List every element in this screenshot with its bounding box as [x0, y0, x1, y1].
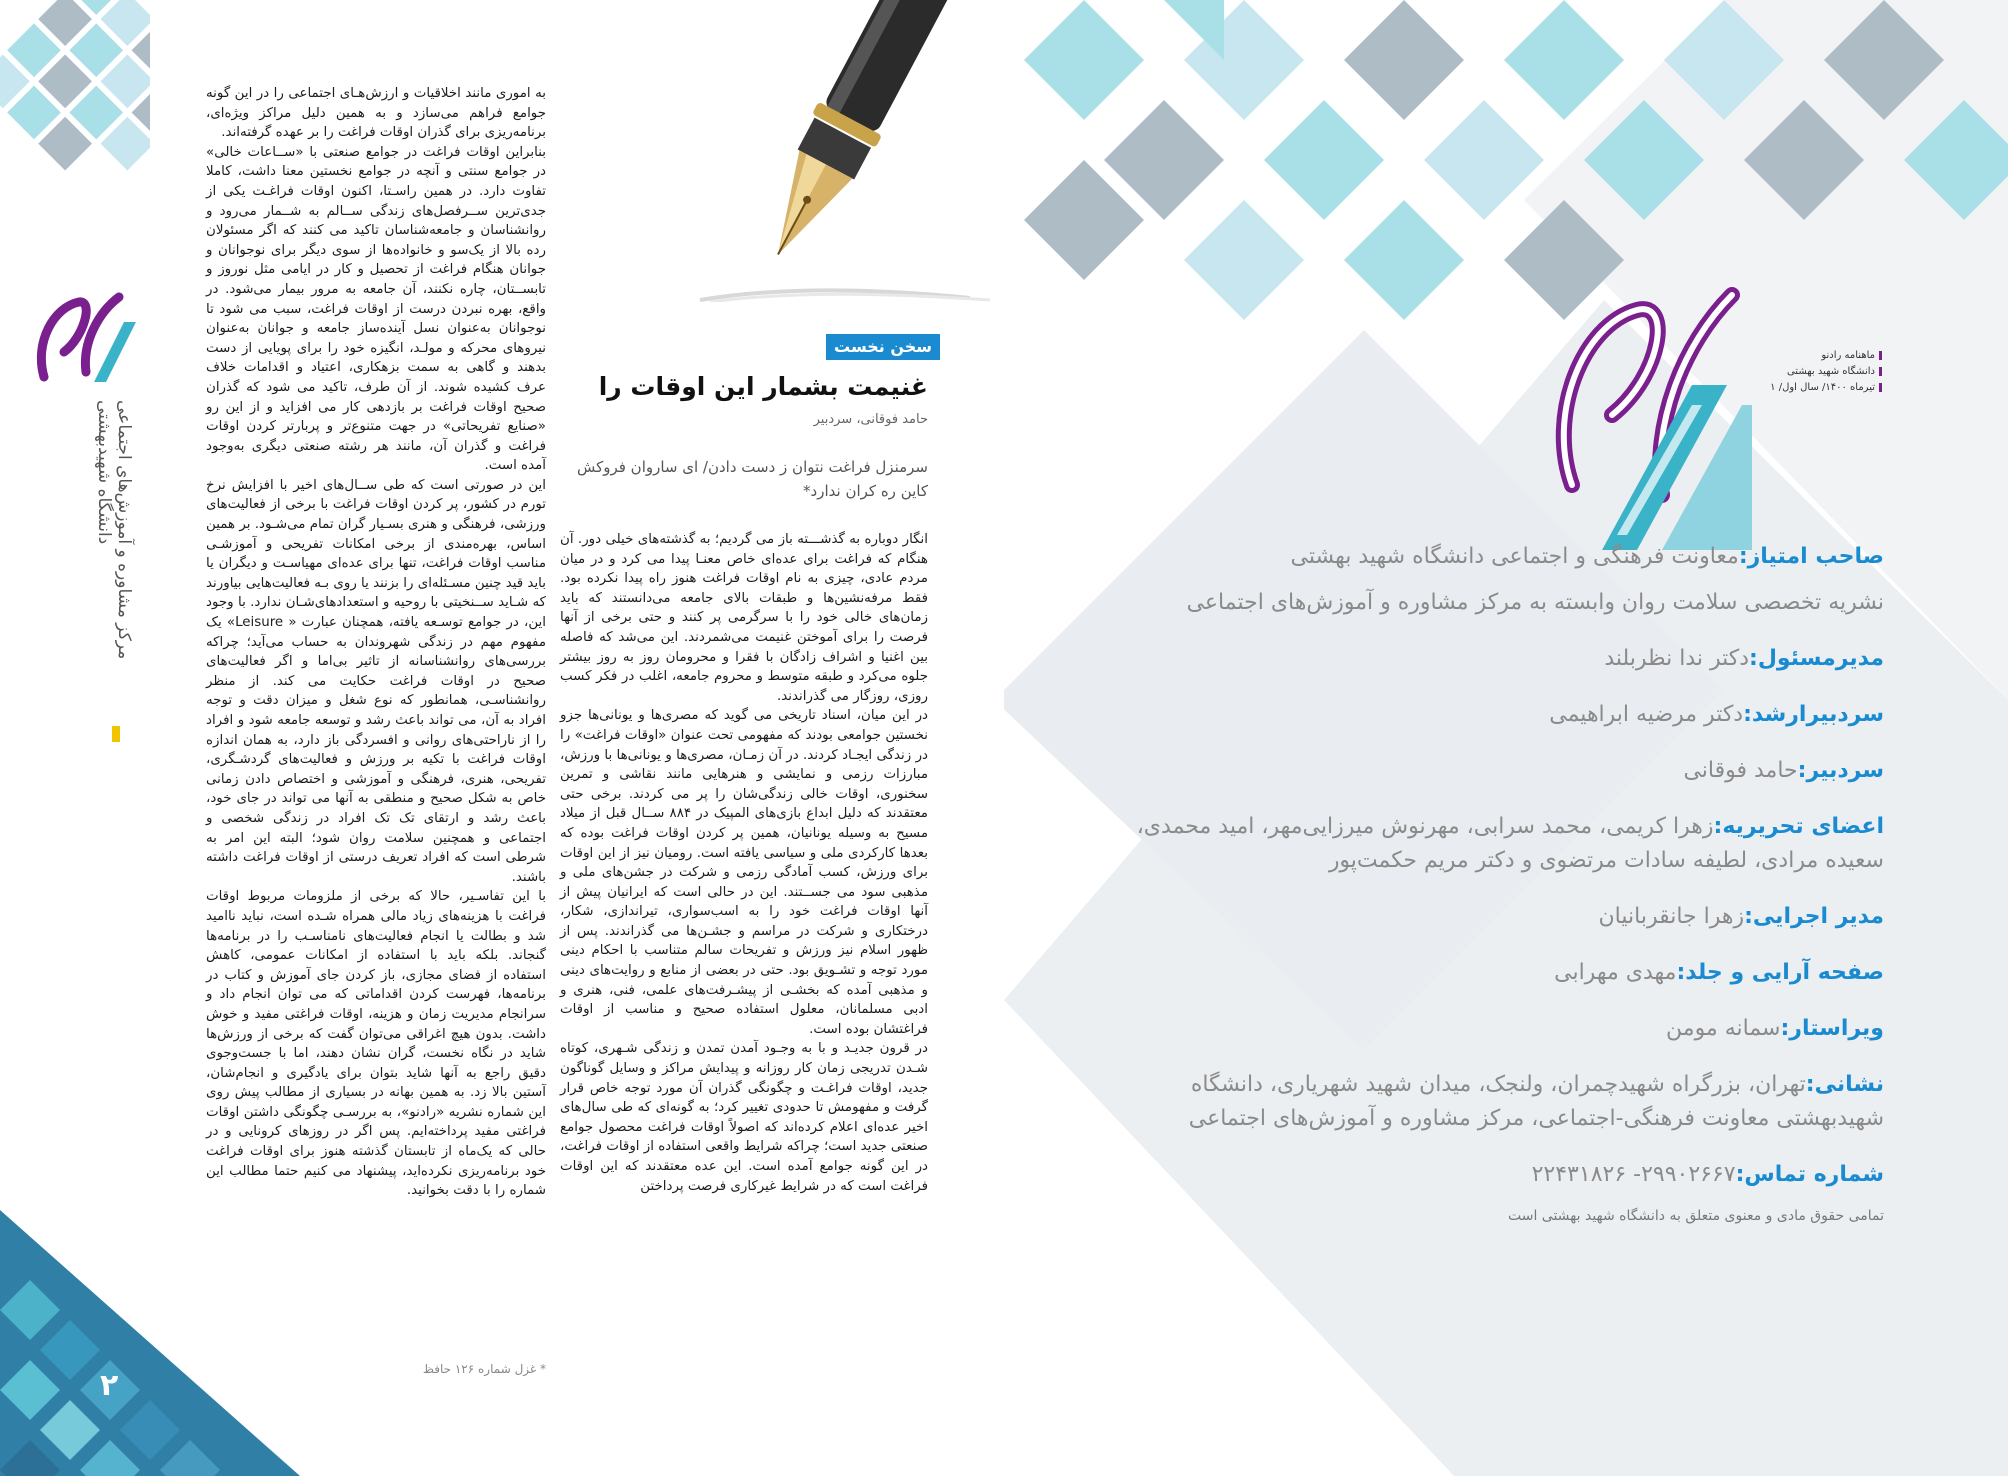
masthead-page: [1004, 0, 2008, 1476]
credit-copy-editor: ویراستار:سمانه مومن: [1666, 1016, 1884, 1041]
section-tag: سخن نخست: [826, 334, 940, 360]
article-column-left: [206, 84, 546, 1201]
fountain-pen-illustration: [670, 0, 1000, 302]
sidebar-vertical-text: مرکز مشاوره و آموزش‌های اجتماعی دانشگاه شهیدبهشتی: [94, 400, 134, 660]
article-paragraph: در این میان، اسناد تاریخی می گوید که مصری‌ها و یونانی‌ها جزو نخستین جوامعی بودند که مفهومی تحت عنوان «اوقات فراغت» را در زندگی ایجـاد کردند. در آن زمـان، مصری‌ها و یونانی‌ها با ورزش، مبارزات رزمی و نمایشی و هنرهایی مانند نقاشی و تمرین سخنوری، اوقات خالی زندگی‌شان را پر می کردند. برخی حتی معتقدند که دلیل ابداع بازی‌های المپیک در ۸۸۴ ســال قبل از میلاد مسیح به وسیله یونانیان، همین پر کردن اوقات فراغت بوده که بعدها کارکردی ملی و سیاسی یافته است. رومیان نیز از این اوقات برای ورزش، کسب آمادگی رزمی و شرکت در جشن‌های ملی و مذهبی سود می جســتند. این در حالی است که ایرانیان پیش از آنها اوقات فراغت خود را به اسب‌سواری، تیراندازی، شکار، درختکاری و شرکت در مراسم و جشـن‌ها می گذراندند. پس از ظهور اسلام نیز ورزش و تفریحات سالم متناسب با احکام دینی مورد توجه و تشـویق بود. حتی در بعضی از منابع و روایت‌های دینی و مذهبی آمده که بخشـی از پیشـرفت‌های علمی، فنی، هنری و ادبی مسلمانان، معلول استفاده صحیح و مناسب از اوقات فراغتشان بوده است.: [560, 708, 928, 1037]
article-paragraph: به اموری مانند اخلاقیات و ارزش‌هـای اجتماعی را در این گونه جوامع فراهم می‌سازد و به همین دلیل مراکز ویژه‌ای، برنامه‌ریزی برای گذران اوقات فراغت را بر عهده گرفته‌اند.: [206, 86, 546, 141]
credit-owner: صاحب امتیاز:معاونت فرهنگی و اجتماعی دانشگاه شهید بهشتی: [1290, 544, 1884, 569]
article-byline: حامد فوقانی، سردبیر: [813, 412, 928, 427]
article-paragraph: این در صورتی است که طی ســال‌های اخیر با افزایش نرخ تورم در کشور، پر کردن اوقات فراغت با برخی از فعالیت‌های ورزشی، فرهنگی و هنری بسـیار گران تمام می‌شـود. بر همین اساس، بهره‌مندی از برخی امکانات تفریحی و آموزشـی مناسب اوقات فراغت، تنها برای عده‌ای مهیاسـت و دیگران یا باید قید چنین مسـئله‌ای را بزنند یا روی بـه فعالیت‌هایی بیاورند که شـاید ســنخیتی با روحیه و استعدادهای‌شـان ندارد. با وجود این، در جوامع توسـعه یافته، همچنان عبارت « Leisure» یک مفهوم مهم در زندگی شهروندان به حساب می‌آید؛ چراکه بررسی‌های روانشناسانه از تاثیر بی‌اما و اگر فعالیت‌های صحیح در اوقات فراغت حکایت می کند. از منظر روانشناسـی، همانطور که نوع شغل و میزان دقت و توجه افراد به آن، می تواند باعث رشد و توسعه جامعه شود و افراد را از ناراحتی‌های روانی و افسردگی باز دارد، به همان اندازه اوقات فراغت با تکیه بر ورزش و فعالیت‌های گردشـگری، تفریحی، هنری، فرهنگی و آموزشی و اختصاص دادن زمانی خاص به شکل صحیح و منطقی به آنها می تواند در جای خود، باعث رشد و ارتقای تک تک افراد در زندگی شخصی و اجتماعی و همچنین سلامت روان شود؛ البته این امر به شرطی است که افراد تعریف درستی از اوقات فراغت داشته باشند.: [206, 477, 546, 885]
article-paragraph: در قرون جدیـد و با به وجـود آمدن تمدن و زندگی شـهری، کوتاه شـدن تدریجی زمان کار روزانه و پیدایش مراکز و وسایل گوناگون جدید، اوقات فراغـت و چگونگی گذران آن مورد توجه خاص قرار گرفت و مفهومش تا حدودی تغییر کرد؛ به گونه‌ای که طی سال‌های اخیر عده‌ای اعلام کرده‌اند که اصولاً اوقات فراغت محصول جوامع صنعتی جدید است؛ چراکه شرایط واقعی استفاده از اوقات فراغت، در این گونه جوامع آمده است. این عده معتقدند که این اوقات فراغت است که در شرایط غیرکاری فرصت پرداختن: [560, 1041, 928, 1194]
credit-editorial-board: اعضای تحریریه:زهرا کریمی، محمد سرابی، مهرنوش میرزایی‌مهر، امید محمدی، سعیده مرادی، لطیفه سادات مرتضوی و دکتر مریم حکمت‌پور: [1136, 814, 1884, 873]
radno-logo-small-icon: [24, 282, 144, 392]
article-footnote: * غزل شماره ۱۲۶ حافظ: [422, 1362, 546, 1376]
credit-senior-editor: سردبیرارشد:دکتر مرضیه ابراهیمی: [1549, 702, 1884, 727]
diamond-pattern-bottom-left: [0, 1190, 360, 1476]
article-paragraph: بنابراین اوقات فراغت در جوامع صنعتی با «ســاعات خالی» در جوامع سنتی و آنچه در جوامع نخستین معنا داشت، کاملا تفاوت دارد. در همین راسـتا، اکنون اوقات فراغـت یکی از جدی‌ترین ســرفصل‌های زندگی ســالم به شــمار می‌رود و روانشناسان و جامعه‌شناسان تاکید می کنند که اگر مسئولان رده بالا از یک‌سو و خانواده‌ها از سوی دیگر برای نوجوانان و جوانان هنگام فراغت از تحصیل و کار در ایامی مثل نوروز و تابســتان، چاره نکنند، آن جامعه به مرور بیمار می‌شود. در واقع، بهره نبردن درست از اوقات فراغت، سبب می شود تا نوجوانان به‌عنوان نسل آینده‌ساز جامعه و جوانان به‌عنوان نیروهای محرکه و مولـد، انگیزه خود را برای پویایی از دست بدهند و گاهی به سمت بزهکاری، اعتیاد و اقدامات خلاف عرف کشیده شوند. از آن طرف، تاکید می شود که گذران صحیح اوقات فراغت بر بازدهی کار می افزاید و از این رو «صنایع تفریحاتی» در جهت متنوع‌تر و پربارتر کردن اوقات فراغت و گذران آن، مانند هر رشته صنعتی دیگری به‌وجود آمده است.: [206, 144, 546, 474]
copyright-notice: تمامی حقوق مادی و معنوی متعلق به دانشگاه شهید بهشتی است: [1507, 1208, 1884, 1224]
sidebar-yellow-bar: [112, 726, 120, 742]
article-column-right: [560, 530, 928, 1196]
diamond-pattern-top-left: [0, 0, 150, 290]
tagline-line: تیرماه ۱۴۰۰/ سال اول/ ۱: [1752, 380, 1882, 396]
credit-address: نشانی:تهران، بزرگراه شهیدچمران، ولنجک، میدان شهید شهریاری، دانشگاه شهیدبهشتی معاونت فرهنگی-اجتماعی، مرکز مشاوره و آموزش‌های اجتماعی: [1188, 1072, 1884, 1131]
page-number: ۲: [100, 1368, 119, 1403]
article-paragraph: با این تفاسـیر، حالا که برخی از ملزومات مربوط اوقات فراغت با هزینه‌های زیاد مالی همراه شـده است، نباید ناامید شد و بطالت یا انجام فعالیت‌های نامناسـب را در برنامه‌ها گنجاند. بلکه باید با استفاده از امکانات عمومی، کاهش استفاده از فضای مجازی، باز کردن جای آموزش و کتاب در برنامه‌ها، فهرست کردن اقداماتی که می توان انجام داد و سرانجام مدیریت زمان و هزینه، اوقات فراغتی مفید و خوش داشت. بدون هیچ اغراقی می‌توان گفت که برخی از ورزش‌ها شاید در نگاه نخست، گران نشان دهند، اما با جست‌وجوی دقیق راجع به آنها شاید بتوان برای یادگیری و انجام‌شان، آستین بالا زد. به همین بهانه در بسیاری از مطالب پیش روی این شماره نشریه «رادنو»، به بررسـی چگونگی داشتن اوقات فراغتی مفید پرداخته‌ایم. پس اگر در روزهای کرونایی و در حالی که یک‌ماه از تابستان گذشته هنوز برای اوقات فراغت خود برنامه‌ریزی نکرده‌اید، پیشنهاد می کنیم حتما مطالب این شماره را با دقت بخوانید.: [206, 889, 546, 1199]
credit-description: نشریه تخصصی سلامت روان وابسته به مرکز مشاوره و آموزش‌های اجتماعی: [1186, 590, 1884, 615]
masthead-tagline: [1752, 348, 1882, 396]
credit-executive-manager: مدیر اجرایی:زهرا جانقربانیان: [1598, 904, 1884, 929]
radno-logo: [1542, 265, 1752, 555]
article-title: غنیمت بشمار این اوقات را: [598, 372, 928, 401]
credit-phone: شماره تماس:۲۹۹۰۲۶۶۷- ۲۲۴۳۱۸۲۶: [1531, 1162, 1884, 1187]
tagline-line: ماهنامه رادنو: [1752, 348, 1882, 364]
credits-list: [1104, 540, 1884, 1224]
credit-managing-director: مدیرمسئول:دکتر ندا نظربلند: [1604, 646, 1884, 671]
article-paragraph: انگار دوباره به گذشـــته باز می گردیم؛ به گذشته‌های خیلی دور. آن هنگام که فراغت برای عده‌ای خاص معنـا پیدا می کرد و در میان مردم عادی، چیزی به نام اوقات فراغت هنوز راه پیدا نکرده بود. فقط مرفه‌نشین‌ها و طبقات بالای جامعه می‌دانستند که باید زمان‌های خالی خود را با سرگرمی پر کنند و حتی برخی از آنها فرصت را برای آموختن غنیمت می‌شمردند. این می‌شد که فاصله بین اغنیا و اشراف زادگان با فقرا و محرومان روز به روز بیشتر جلوه می‌کرد و طبقه متوسط و محروم جامعه، اغلب در فکر کسب روزی، روزگار می گذراندند.: [560, 532, 928, 704]
tagline-line: دانشگاه شهید بهشتی: [1752, 364, 1882, 380]
credit-editor: سردبیر:حامد فوقانی: [1683, 758, 1884, 783]
credit-layout-cover: صفحه آرایی و جلد:مهدی مهرابی: [1554, 960, 1884, 985]
article-epigraph: سرمنزل فراغت نتوان ز دست دادن/ ای ساروان فروکش کاین ره کران ندارد*: [576, 458, 928, 500]
